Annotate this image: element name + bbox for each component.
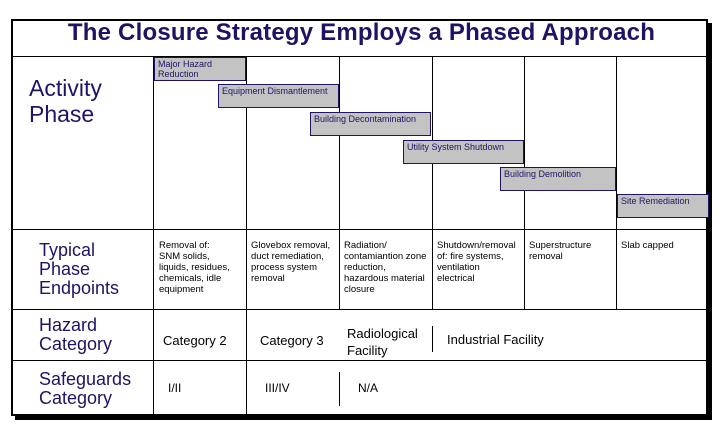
safeguards-category-cell: I/II	[168, 381, 182, 395]
diagram-title: The Closure Strategy Employs a Phased Approach	[67, 19, 656, 46]
phase-bar-major-hazard-reduction: Major Hazard Reduction	[154, 57, 246, 81]
endpoint-cell: Glovebox removal, duct remediation, process system removal	[251, 240, 331, 284]
col-divider-safeguards	[339, 372, 340, 406]
endpoint-cell: Removal of: SNM solids, liquids, residues, chemicals, idle equipment	[159, 240, 230, 295]
safeguards-category-cell: III/IV	[265, 381, 290, 395]
phase-bar-building-decontamination: Building Decontamination	[310, 112, 431, 136]
safeguards-label: Safeguards Category	[39, 369, 132, 408]
col-divider-4	[432, 56, 433, 309]
phase-bar-building-demolition: Building Demolition	[500, 167, 616, 191]
hazard-category-cell: Category 3	[260, 333, 324, 348]
phase-bar-utility-system-shutdown: Utility System Shutdown	[403, 140, 524, 164]
title-divider	[11, 56, 708, 57]
hazard-label: Hazard Category	[39, 315, 113, 354]
hazard-category-cell: Category 2	[163, 333, 227, 348]
safeguards-category-cell: N/A	[358, 381, 379, 395]
col-divider-3	[339, 56, 340, 309]
col-divider-hazard	[432, 326, 433, 352]
endpoint-cell: Slab capped	[621, 240, 674, 251]
phase-bar-equipment-dismantlement: Equipment Dismantlement	[218, 84, 339, 108]
endpoint-cell: Radiation/ contamiantion zone reduction, hazardous material closure	[344, 240, 427, 295]
endpoint-cell: Shutdown/removal of: fire systems, ventilation electrical	[437, 240, 516, 284]
col-divider-6	[616, 56, 617, 309]
activity-phase-label: Activity Phase	[29, 75, 102, 128]
phase-row-divider	[11, 229, 708, 230]
col-divider-1	[153, 56, 154, 416]
col-divider-2	[246, 56, 247, 414]
endpoint-cell: Superstructure removal	[529, 240, 592, 262]
hazard-category-cell: Industrial Facility	[447, 332, 544, 347]
hazard-row-divider	[11, 360, 708, 361]
endpoints-row-divider	[11, 309, 708, 310]
endpoints-label: Typical Phase Endpoints	[39, 240, 120, 298]
phase-bar-site-remediation: Site Remediation	[617, 194, 709, 218]
hazard-category-cell: Radiological Facility	[347, 326, 418, 358]
